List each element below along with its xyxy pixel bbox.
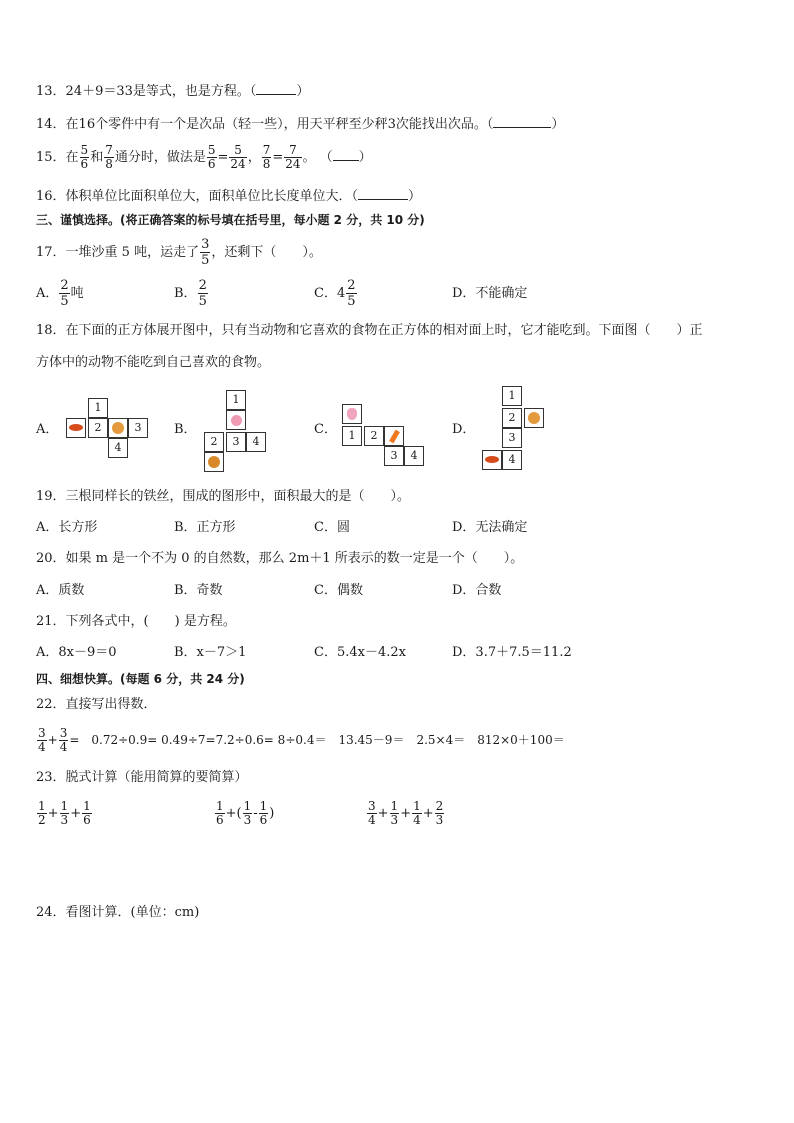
fraction: $\frac{5}{6}$ — [80, 143, 89, 171]
question-20: 20．如果 m 是一个不为 0 的自然数，那么 2m＋1 所表示的数一定是一个（ ）。 — [36, 551, 524, 566]
section-3-heading: 三、谨慎选择。(将正确答案的标号填在括号里，每小题 2 分，共 10 分) — [36, 213, 425, 227]
q21-option-a[interactable]: A．8x－9＝0 — [36, 645, 117, 660]
net-cell: 3 — [384, 446, 404, 466]
fraction: $\frac{7}{24}$ — [285, 143, 301, 171]
question-18-line2: 方体中的动物不能吃到自己喜欢的食物。 — [36, 355, 271, 370]
fraction: $\frac{3}{4}$ — [38, 726, 46, 754]
q13-tail: ） — [296, 84, 310, 99]
q20-option-c[interactable]: C．偶数 — [314, 583, 363, 598]
question-22: 22．直接写出得数． — [36, 697, 157, 712]
question-13 — [36, 82, 309, 100]
question-21: 21．下列各式中，( ) 是方程。 — [36, 614, 236, 629]
rabbit-icon — [342, 404, 362, 424]
q17-option-b[interactable]: B． $\frac{2}{5}$ — [174, 278, 207, 309]
fraction: $\frac{7}{8}$ — [262, 143, 271, 171]
fraction: $\frac{5}{6}$ — [207, 143, 216, 171]
question-15 — [36, 144, 372, 172]
fish-icon — [482, 450, 502, 470]
q13-text: 13．24＋9＝33是等式，也是方程。（ — [36, 84, 257, 99]
q20-option-a[interactable]: A．质数 — [36, 583, 85, 598]
q15-end: 。 （ — [302, 150, 333, 165]
q18-option-c-label[interactable]: C． — [314, 422, 337, 437]
q19-option-c[interactable]: C．圆 — [314, 520, 350, 535]
net-cell: 4 — [404, 446, 424, 466]
q19-option-a[interactable]: A．长方形 — [36, 520, 98, 535]
answer-blank[interactable] — [256, 82, 296, 95]
q15-tail: ） — [358, 150, 372, 165]
peach-icon — [226, 410, 246, 430]
q18-option-a-label[interactable]: A． — [36, 422, 59, 437]
q20-option-b[interactable]: B．奇数 — [174, 583, 223, 598]
monkey-icon — [204, 452, 224, 472]
fraction: $\frac{3}{5}$ — [201, 237, 210, 268]
net-cell: 1 — [88, 398, 108, 418]
equals: = — [272, 150, 284, 165]
q21-option-d[interactable]: D．3.7＋7.5＝11.2 — [452, 645, 572, 660]
q22-expressions: $\frac{3}{4}$ + $\frac{3}{4}$ = 0.72÷0.9= 0.49÷7=7.2÷0.6= 8÷0.4＝ 13.45－9＝ 2.5×4＝ 812×0＋100＝ — [38, 726, 565, 754]
question-14 — [36, 115, 564, 133]
net-cell: 4 — [502, 450, 522, 470]
question-19: 19．三根同样长的铁丝，围成的图形中，面积最大的是（ ）。 — [36, 489, 411, 504]
question-24: 24．看图计算．(单位：cm) — [36, 905, 200, 920]
net-cell: 1 — [342, 426, 362, 446]
net-cell: 4 — [246, 432, 266, 452]
answer-blank[interactable] — [358, 187, 408, 200]
question-18-line1: 18．在下面的正方体展开图中，只有当动物和它喜欢的食物在正方体的相对面上时，它才能吃到。下面图（ ）正 — [36, 323, 703, 338]
question-23: 23．脱式计算（能用简算的要简算） — [36, 770, 248, 785]
q21-option-c[interactable]: C．5.4x－4.2x — [314, 645, 406, 660]
question-17 — [36, 235, 322, 271]
q15-pre: 15．在 — [36, 150, 79, 165]
net-cell: 3 — [128, 418, 148, 438]
q21-option-b[interactable]: B．x－7＞1 — [174, 645, 247, 660]
answer-blank[interactable] — [333, 148, 359, 161]
answer-blank[interactable] — [493, 115, 551, 128]
q17-pre: 17．一堆沙重 5 吨，运走了 — [36, 245, 200, 260]
q17-option-a[interactable]: A． $\frac{2}{5}$ 吨 — [36, 278, 84, 309]
q19-option-d[interactable]: D．无法确定 — [452, 520, 528, 535]
fraction: $\frac{3}{4}$ — [59, 726, 68, 754]
q15-post: 通分时，做法是 — [114, 150, 206, 165]
equals: = — [217, 150, 229, 165]
net-cell: 3 — [502, 428, 522, 448]
fraction: $\frac{5}{24}$ — [230, 143, 246, 171]
q19-option-b[interactable]: B．正方形 — [174, 520, 236, 535]
net-cell: 2 — [364, 426, 384, 446]
carrot-icon — [384, 426, 404, 446]
cat-icon — [108, 418, 128, 438]
net-cell: 2 — [88, 418, 108, 438]
net-cell: 4 — [108, 438, 128, 458]
q23-expression-3: $\frac{3}{4}$ + $\frac{1}{3}$ + $\frac{1}{4}$ + $\frac{2}{3}$ — [368, 799, 444, 827]
fish-icon — [66, 418, 86, 438]
comma: ， — [247, 150, 261, 165]
question-16 — [36, 187, 421, 205]
q17-option-c[interactable]: C．4 $\frac{2}{5}$ — [314, 278, 356, 309]
q18-option-b-label[interactable]: B． — [174, 422, 197, 437]
net-cell: 3 — [226, 432, 246, 452]
q14-tail: ） — [551, 117, 565, 132]
net-cell: 2 — [502, 408, 522, 428]
fraction: $\frac{7}{8}$ — [105, 143, 113, 171]
net-cell: 1 — [226, 390, 246, 410]
q17-option-d[interactable]: D．不能确定 — [452, 286, 528, 301]
section-4-heading: 四、细想快算。(每题 6 分，共 24 分) — [36, 672, 245, 686]
q16-tail: ） — [408, 189, 422, 204]
q15-mid: 和 — [90, 150, 104, 165]
q14-text: 14．在16个零件中有一个是次品（轻一些），用天平秤至少秤3次能找出次品。（ — [36, 117, 494, 132]
net-cell: 1 — [502, 386, 522, 406]
q22-rest: = 0.72÷0.9= 0.49÷7=7.2÷0.6= 8÷0.4＝ 13.45－9＝ 2.5×4＝ 812×0＋100＝ — [69, 733, 565, 747]
q23-expression-2: $\frac{1}{6}$ +( $\frac{1}{3}$ - $\frac{1}{6}$ ) — [216, 799, 275, 827]
cat-icon — [524, 408, 544, 428]
q20-option-d[interactable]: D．合数 — [452, 583, 502, 598]
net-cell: 2 — [204, 432, 224, 452]
q16-text: 16．体积单位比面积单位大，面积单位比长度单位大．（ — [36, 189, 359, 204]
q17-post: ，还剩下（ ）。 — [211, 245, 322, 260]
q18-option-d-label[interactable]: D． — [452, 422, 476, 437]
q23-expression-1: $\frac{1}{2}$ + $\frac{1}{3}$ + $\frac{1}{6}$ — [38, 799, 91, 827]
